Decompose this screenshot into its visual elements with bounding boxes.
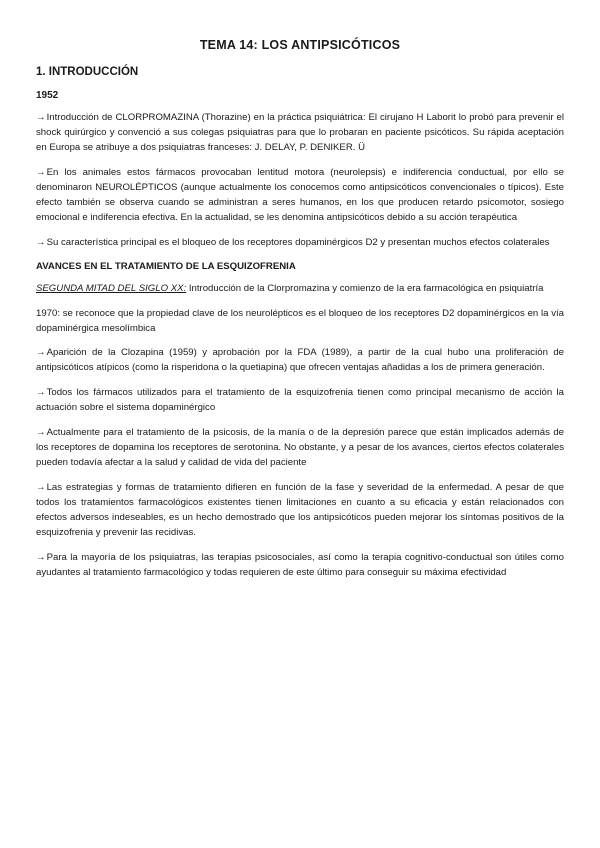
arrow-icon: → [36,482,46,494]
year-heading: 1952 [36,90,59,101]
arrow-icon: → [36,236,46,248]
arrow-icon: → [36,551,46,563]
arrow-icon: → [36,347,46,359]
paragraph: →Todos los fármacos utilizados para el tratamiento de la esquizofrenia tienen como principal mecanismo de acción la actuación sobre el sistema dopaminérgico [36,387,564,414]
paragraph: →Introducción de CLORPROMAZINA (Thorazine) en la práctica psiquiátrica: El cirujano H Laborit lo probó para prevenir el shock quirúrgico y convenció a sus colegas psiquiatras para que lo probaran en paciente psicóticos. Su rápida aceptación en Europa se atribuye a dos psiquiatras franceses: J. DELAY, P. DENIKER. Ü [36,112,564,153]
paragraph-segunda-mitad: SEGUNDA MITAD DEL SIGLO XX: Introducción de la Clorpromazina y comienzo de la era farmacológica en psiquiatría [36,282,544,294]
paragraph: →Su característica principal es el bloqueo de los receptores dopaminérgicos D2 y presentan muchos efectos colaterales [36,236,550,248]
paragraph: →Actualmente para el tratamiento de la psicosis, de la manía o de la depresión parece que están implicados además de los receptores de dopamina los receptores de serotonina. No obstante, y a pesar de los avances, ciertos efectos colaterales pueden todavía afectar a la salud y calidad de vida del paciente [36,427,564,469]
arrow-icon: → [36,427,46,439]
heading-avances: AVANCES EN EL TRATAMIENTO DE LA ESQUIZOFRENIA [36,260,296,272]
lead-label: SEGUNDA MITAD DEL SIGLO XX: [36,282,187,294]
paragraph: →Para la mayoría de los psiquiatras, las terapias psicosociales, así como la terapia cognitivo-conductual son útiles como ayudantes al tratamiento farmacológico y todas requieren de este último para conseguir su máxima efectividad [36,551,564,578]
arrow-icon: → [36,166,46,178]
page-title: TEMA 14: LOS ANTIPSICÓTICOS [199,38,401,52]
paragraph: →Las estrategias y formas de tratamiento difieren en función de la fase y severidad de la enfermedad. A pesar de que todos los tratamientos farmacológicos existentes tienen limitaciones en cuanto a su eficacia y están relacionados con efectos adversos indeseables, es un hecho demostrado que los antipsicóticos pueden mejorar los síntomas positivos de la esquizofrenia y prevenir las recidivas. [36,482,564,539]
paragraph: →Aparición de la Clozapina (1959) y aprobación por la FDA (1989), a partir de la cual hubo una proliferación de antipsicóticos atípicos (como la risperidona o la quetiapina) que ofrecen ventajas añadidas a los de primera generación. [36,347,564,374]
paragraph-1970: 1970: se reconoce que la propiedad clave de los neurolépticos es el bloqueo de los receptores D2 dopaminérgicos en la vía dopaminérgica mesolímbica [36,307,564,334]
paragraph: →En los animales estos fármacos provocaban lentitud motora (neurolepsis) e indiferencia conductual, por ello se denominaron NEUROLÉPTICOS (aunque actualmente los conocemos como antipsicóticos convencionales o típicos). Este efecto también se observa cuando se administran a seres humanos, en los que producen retardo psicomotor, sosiego emocional e indiferencia efectiva. En la actualidad, se les denomina antipsicóticos debido a su acción terapéutica [36,166,564,223]
heading-introduccion: 1. INTRODUCCIÓN [36,66,139,78]
arrow-icon: → [36,387,46,399]
arrow-icon: → [36,112,46,123]
